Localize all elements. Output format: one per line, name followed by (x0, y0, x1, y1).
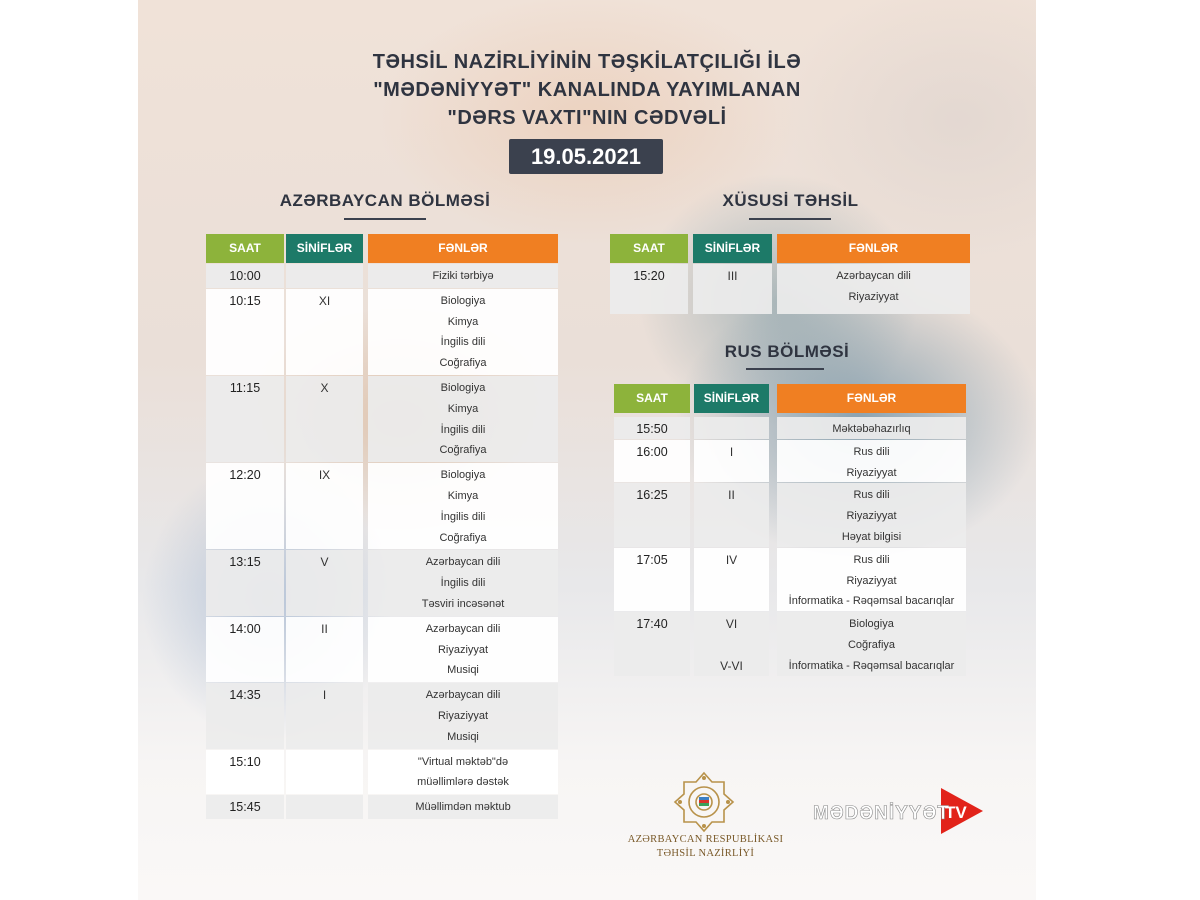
header-saat: SAAT (206, 234, 284, 263)
time-cell: 15:50 (636, 422, 668, 436)
grade-cell: IV (725, 552, 738, 567)
subject-cell: Həyat bilgisi (841, 530, 902, 543)
subject-cell: Kimya (447, 489, 479, 502)
grade-cell: II (728, 488, 735, 503)
time-cell: 17:05 (636, 552, 668, 567)
header-sinifler: SİNİFLƏR (694, 384, 769, 413)
subject-cell: Rus dili (853, 445, 890, 458)
table-row-group (286, 795, 363, 819)
table-row-group (206, 463, 284, 549)
time-cell: 13:15 (229, 555, 261, 570)
header-fennler: FƏNLƏR (777, 234, 970, 263)
table-row-group (286, 376, 363, 462)
table-row-group (206, 750, 284, 795)
grade-cell: XI (318, 293, 331, 308)
table-row-group (777, 417, 966, 439)
table-row-group (206, 617, 284, 682)
table-row-group (777, 612, 966, 675)
table-row-group (610, 264, 688, 314)
grade-cell: VI (725, 617, 738, 632)
table-row-group (368, 795, 558, 819)
grade-cell: I (322, 688, 327, 703)
table-row-group (614, 483, 690, 546)
poster (138, 0, 1036, 900)
grade-cell: III (727, 269, 738, 283)
subject-cell: Azərbaycan dili (836, 270, 911, 282)
header-fennler: FƏNLƏR (368, 234, 558, 263)
subject-cell: Riyaziyyat (846, 574, 897, 587)
subject-cell: Coğrafiya (439, 357, 487, 370)
time-cell: 12:20 (229, 468, 261, 483)
subject-cell: Riyaziyyat (846, 466, 897, 479)
time-cell: 15:20 (633, 269, 665, 283)
grade-cell: V (320, 555, 329, 570)
table-row-group (368, 550, 558, 615)
table-row-group (694, 612, 769, 675)
grade-cell: V-VI (720, 658, 743, 673)
grade-cell: X (320, 381, 329, 395)
header-saat: SAAT (610, 234, 688, 263)
medeniyyet-tv-logo (813, 786, 988, 836)
time-cell: 10:00 (229, 269, 261, 283)
header-saat: SAAT (614, 384, 690, 413)
tv-logo-suffix: TV (945, 803, 967, 822)
table-row-group (368, 683, 558, 748)
time-cell: 14:35 (229, 688, 261, 703)
subject-cell: Rus dili (853, 553, 890, 566)
title-line-2: "MƏDƏNİYYƏT" KANALINDA YAYIMLANAN (373, 79, 801, 101)
section-title-az: AZƏRBAYCAN BÖLMƏSİ (279, 191, 491, 210)
table-row-group (694, 417, 769, 439)
subject-cell: Biologiya (440, 382, 486, 394)
subject-cell: Riyaziyyat (437, 709, 489, 722)
table-row-group (614, 548, 690, 611)
subject-cell: Biologiya (440, 469, 486, 482)
grade-cell: IX (318, 468, 331, 483)
table-row-group (286, 683, 363, 748)
table-row-group (614, 417, 690, 439)
subject-cell: Coğrafiya (847, 638, 896, 651)
header-fennler: FƏNLƏR (777, 384, 966, 413)
subject-cell: Təsviri incəsənət (421, 597, 505, 610)
table-row-group (368, 750, 558, 795)
subject-cell: Müəllimdən məktub (415, 801, 511, 814)
table-row-group (286, 463, 363, 549)
subject-cell: "Virtual məktəb"də (417, 755, 509, 768)
time-cell: 10:15 (229, 293, 261, 308)
grade-cell: II (321, 621, 328, 636)
tv-logo-name: MƏDƏNİYYƏT (813, 803, 950, 824)
header-sinifler: SİNİFLƏR (286, 234, 363, 263)
table-row-group (614, 612, 690, 675)
time-cell: 14:00 (229, 621, 261, 636)
table-row-group (286, 750, 363, 795)
table-row-group (286, 264, 363, 288)
table-row-group (206, 264, 284, 288)
subject-cell: Biologiya (849, 618, 894, 631)
title-line-3: "DƏRS VAXTI"NIN CƏDVƏLİ (447, 107, 727, 129)
table-row-group (777, 264, 970, 314)
subject-cell: İngilis dili (440, 577, 486, 590)
subject-cell: Rus dili (853, 489, 890, 502)
time-cell: 11:15 (229, 381, 261, 395)
table-row-group (286, 289, 363, 375)
ministry-name-line-2: TƏHSİL NAZİRLİYİ (656, 848, 755, 859)
subject-cell: İnformatika - Rəqəmsal bacarıqlar (788, 595, 955, 608)
time-cell: 15:10 (229, 754, 261, 769)
subject-cell: Azərbaycan dili (425, 556, 501, 569)
table-row-group (694, 440, 769, 483)
time-cell: 17:40 (636, 617, 668, 632)
subject-cell: Musiqi (447, 730, 479, 743)
subject-cell: Azərbaycan dili (425, 622, 501, 635)
subject-cell: İngilis dili (440, 423, 486, 436)
subject-cell: Riyaziyyat (846, 510, 897, 523)
table-row-group (368, 376, 558, 462)
table-row-group (206, 289, 284, 375)
table-row-group (368, 264, 558, 288)
section-title-special: XÜSUSİ TƏHSİL (722, 191, 859, 210)
subject-cell: müəllimlərə dəstək (417, 776, 509, 789)
table-row-group (694, 548, 769, 611)
table-row-group (693, 264, 772, 314)
subject-cell: Kimya (447, 402, 479, 415)
table-row-group (206, 376, 284, 462)
date-badge: 19.05.2021 (509, 139, 663, 174)
time-cell: 16:00 (636, 444, 668, 459)
section-underline (749, 218, 831, 220)
page-title (138, 48, 1036, 132)
subject-cell: Riyaziyyat (437, 643, 489, 656)
ministry-seal-icon (672, 770, 736, 834)
subject-cell: İngilis dili (440, 336, 486, 349)
table-row-group (777, 548, 966, 611)
subject-cell: Azərbaycan dili (425, 689, 501, 702)
subject-cell: Coğrafiya (439, 531, 487, 544)
subject-cell: Coğrafiya (439, 444, 487, 457)
table-row-group (286, 617, 363, 682)
subject-cell: Biologiya (440, 294, 486, 307)
header-sinifler: SİNİFLƏR (693, 234, 772, 263)
table-row-group (614, 440, 690, 483)
table-row-group (694, 483, 769, 546)
table-row-group (368, 463, 558, 549)
time-cell: 15:45 (229, 800, 261, 815)
table-row-group (206, 550, 284, 615)
table-row-group (206, 795, 284, 819)
section-title-ru: RUS BÖLMƏSİ (724, 342, 850, 361)
table-row-group (777, 440, 966, 483)
section-underline (344, 218, 426, 220)
table-row-group (286, 550, 363, 615)
title-line-1: TƏHSİL NAZİRLİYİNİN TƏŞKİLATÇILIĞI İLƏ (372, 51, 802, 73)
subject-cell: Fiziki tərbiyə (432, 270, 494, 282)
table-row-group (206, 683, 284, 748)
time-cell: 16:25 (636, 488, 668, 503)
table-row-group (777, 483, 966, 546)
subject-cell: Musiqi (447, 664, 479, 677)
subject-cell: Məktəbəhazırlıq (832, 423, 911, 435)
table-row-group (368, 289, 558, 375)
grade-cell: I (729, 444, 734, 459)
subject-cell: İnformatika - Rəqəmsal bacarıqlar (788, 659, 955, 672)
section-underline (746, 368, 824, 370)
ministry-name-line-1: AZƏRBAYCAN RESPUBLİKASI (627, 834, 784, 845)
subject-cell: Kimya (447, 315, 479, 328)
table-row-group (368, 617, 558, 682)
subject-cell: İngilis dili (440, 510, 486, 523)
subject-cell: Riyaziyyat (848, 291, 899, 303)
